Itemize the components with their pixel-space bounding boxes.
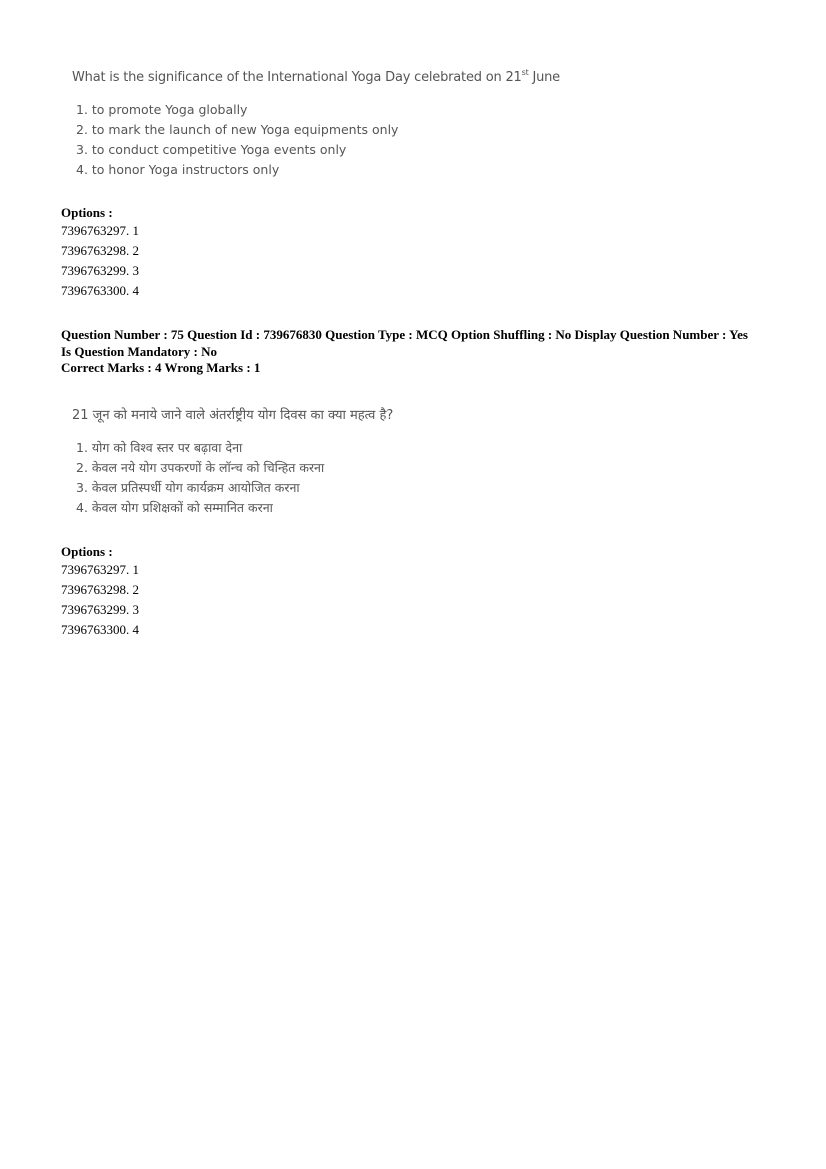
- choice-item: 1. योग को विश्व स्तर पर बढ़ावा देना: [76, 440, 243, 455]
- choice-item: 3. to conduct competitive Yoga events only: [76, 142, 347, 157]
- option-id-item: 7396763298. 2: [61, 243, 139, 258]
- choice-list-hi: [76, 438, 324, 518]
- option-id-item: 7396763299. 3: [61, 263, 139, 278]
- option-id-list: [61, 560, 139, 640]
- choice-item: 1. to promote Yoga globally: [76, 102, 248, 117]
- choice-item: 3. केवल प्रतिस्पर्धी योग कार्यक्रम आयोजित करना: [76, 480, 300, 495]
- choice-item: 4. केवल योग प्रशिक्षकों को सम्मानित करना: [76, 500, 273, 515]
- question-text-en: What is the significance of the International Yoga Day celebrated on 21st June: [72, 68, 560, 85]
- choice-list-en: [76, 100, 398, 180]
- option-id-item: 7396763299. 3: [61, 602, 139, 617]
- option-id-item: 7396763298. 2: [61, 582, 139, 597]
- choice-item: 2. to mark the launch of new Yoga equipments only: [76, 122, 399, 137]
- option-id-item: 7396763297. 1: [61, 223, 139, 238]
- question-sup: st: [521, 68, 529, 77]
- choice-item: 2. केवल नये योग उपकरणों के लॉन्च को चिन्हित करना: [76, 460, 325, 475]
- options-label: Options :: [61, 544, 113, 559]
- options-label: Options :: [61, 205, 113, 220]
- option-id-item: 7396763297. 1: [61, 562, 139, 577]
- option-id-item: 7396763300. 4: [61, 283, 139, 298]
- option-id-list: [61, 221, 139, 301]
- question-meta: [61, 327, 781, 377]
- meta-line: Is Question Mandatory : No: [61, 343, 218, 359]
- question-text-hi: 21 जून को मनाये जाने वाले अंतर्राष्ट्रीय योग दिवस का क्या महत्व है?: [72, 408, 394, 423]
- meta-line: Question Number : 75 Question Id : 739676830 Question Type : MCQ Option Shuffling : No Display Question Number : Yes: [61, 327, 748, 342]
- option-id-item: 7396763300. 4: [61, 622, 139, 637]
- choice-item: 4. to honor Yoga instructors only: [76, 162, 280, 177]
- meta-line: Correct Marks : 4 Wrong Marks : 1: [61, 360, 261, 375]
